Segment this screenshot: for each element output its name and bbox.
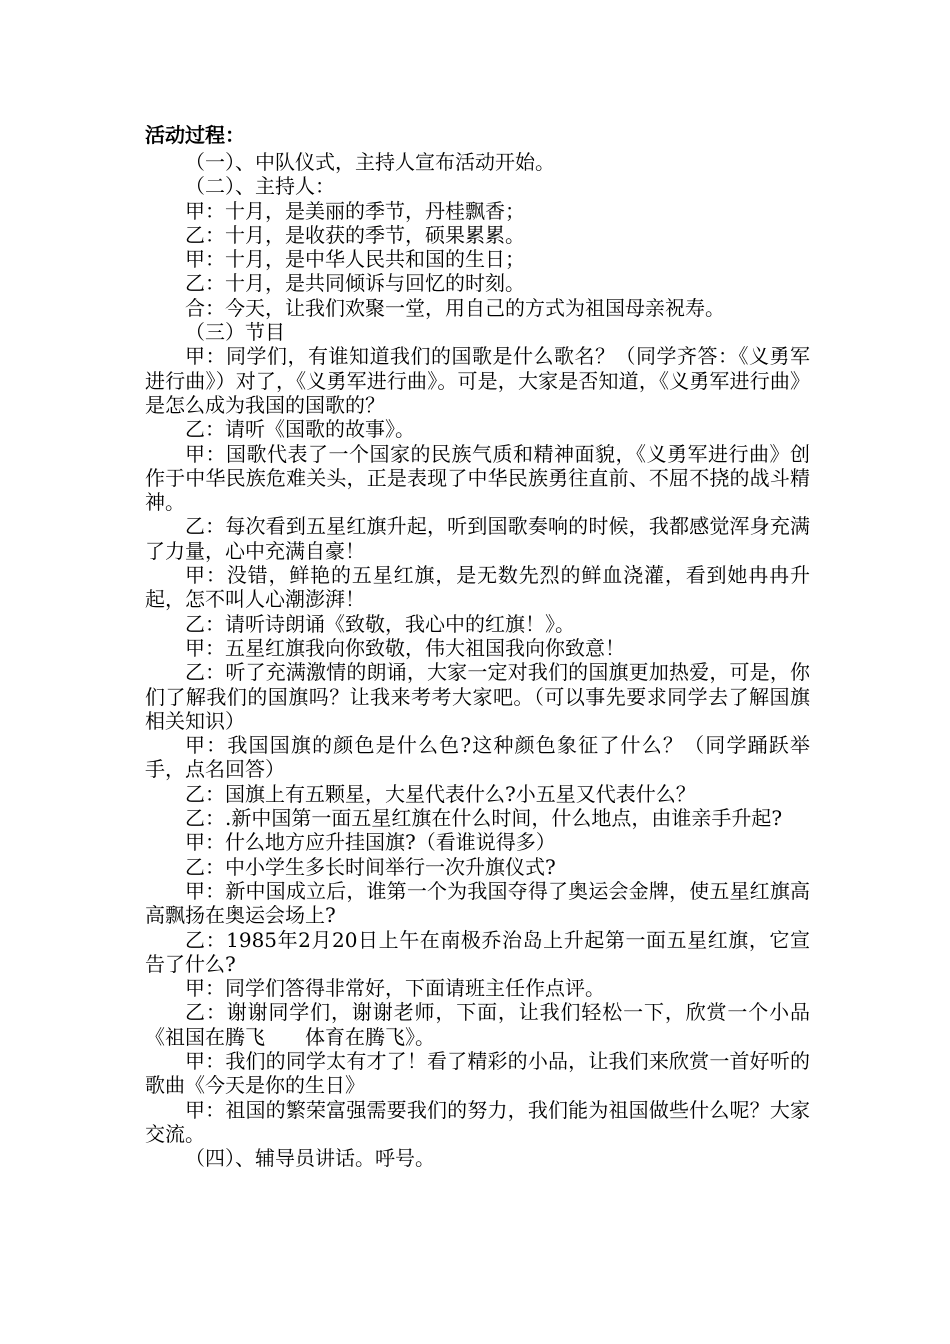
paragraph: 甲：祖国的繁荣富强需要我们的努力，我们能为祖国做些什么呢？大家交流。 <box>145 1097 810 1146</box>
paragraph: 乙：.新中国第一面五星红旗在什么时间，什么地点，由谁亲手升起? <box>185 806 783 831</box>
paragraph: 甲：十月，是美丽的季节，丹桂飘香； <box>185 198 525 223</box>
paragraph: 甲：我国国旗的颜色是什么色?这种颜色象征了什么？（同学踊跃举手，点名回答） <box>145 733 810 782</box>
paragraph: （三）节目 <box>185 320 285 345</box>
paragraph: （四）、辅导员讲话。呼号。 <box>185 1146 435 1171</box>
paragraph: 乙：请听诗朗诵《致敬，我心中的红旗！》。 <box>185 611 575 636</box>
paragraph: 乙：谢谢同学们，谢谢老师，下面，让我们轻松一下，欣赏一个小品《祖国在腾飞 体育在腾飞》。 <box>145 1000 810 1049</box>
paragraph: 乙：听了充满激情的朗诵，大家一定对我们的国旗更加热爱，可是，你们了解我们的国旗吗？让我来考考大家吧。（可以事先要求同学去了解国旗相关知识） <box>145 660 810 733</box>
document-body <box>145 150 810 1170</box>
section-heading: 活动过程： <box>145 123 245 147</box>
paragraph: 乙：十月，是共同倾诉与回忆的时刻。 <box>185 271 525 296</box>
paragraph: 乙：十月，是收获的季节，硕果累累。 <box>185 222 525 247</box>
paragraph: 乙：1985年2月20日上午在南极乔治岛上升起第一面五星红旗，它宣告了什么? <box>145 927 810 976</box>
paragraph: 甲：我们的同学太有才了！看了精彩的小品，让我们来欣赏一首好听的歌曲《今天是你的生日》 <box>145 1048 810 1098</box>
paragraph: 乙：每次看到五星红旗升起，听到国歌奏响的时候，我都感觉浑身充满了力量，心中充满自豪！ <box>145 514 810 563</box>
paragraph: 甲：没错，鲜艳的五星红旗，是无数先烈的鲜血浇灌，看到她冉冉升起，怎不叫人心潮澎湃！ <box>145 563 810 612</box>
paragraph: 甲：同学们答得非常好，下面请班主任作点评。 <box>185 976 605 1001</box>
paragraph: （二）、主持人： <box>185 174 335 199</box>
paragraph: 乙：中小学生多长时间举行一次升旗仪式? <box>185 854 556 879</box>
paragraph: 甲：同学们，有谁知道我们的国歌是什么歌名？（同学齐答：《义勇军进行曲》）对了，《义勇军进行曲》。可是，大家是否知道，《义勇军进行曲》是怎么成为我国的国歌的？ <box>145 344 810 417</box>
paragraph: 乙：国旗上有五颗星，大星代表什么?小五星又代表什么？ <box>185 781 696 806</box>
paragraph: 甲：什么地方应升挂国旗?（看谁说得多） <box>185 830 556 855</box>
paragraph: 甲：五星红旗我向你致敬，伟大祖国我向你致意！ <box>185 635 625 660</box>
paragraph: 甲：十月，是中华人民共和国的生日； <box>185 247 525 272</box>
paragraph: 甲：国歌代表了一个国家的民族气质和精神面貌，《义勇军进行曲》创作于中华民族危难关头，正是表现了中华民族勇往直前、不屈不挠的战斗精神。 <box>145 441 810 515</box>
paragraph: 乙：请听《国歌的故事》。 <box>185 417 415 442</box>
paragraph: 甲：新中国成立后，谁第一个为我国夺得了奥运会金牌，使五星红旗高高飘扬在奥运会场上? <box>145 878 810 928</box>
paragraph: （一）、中队仪式，主持人宣布活动开始。 <box>185 150 555 174</box>
paragraph: 合：今天，让我们欢聚一堂，用自己的方式为祖国母亲祝寿。 <box>185 295 725 320</box>
